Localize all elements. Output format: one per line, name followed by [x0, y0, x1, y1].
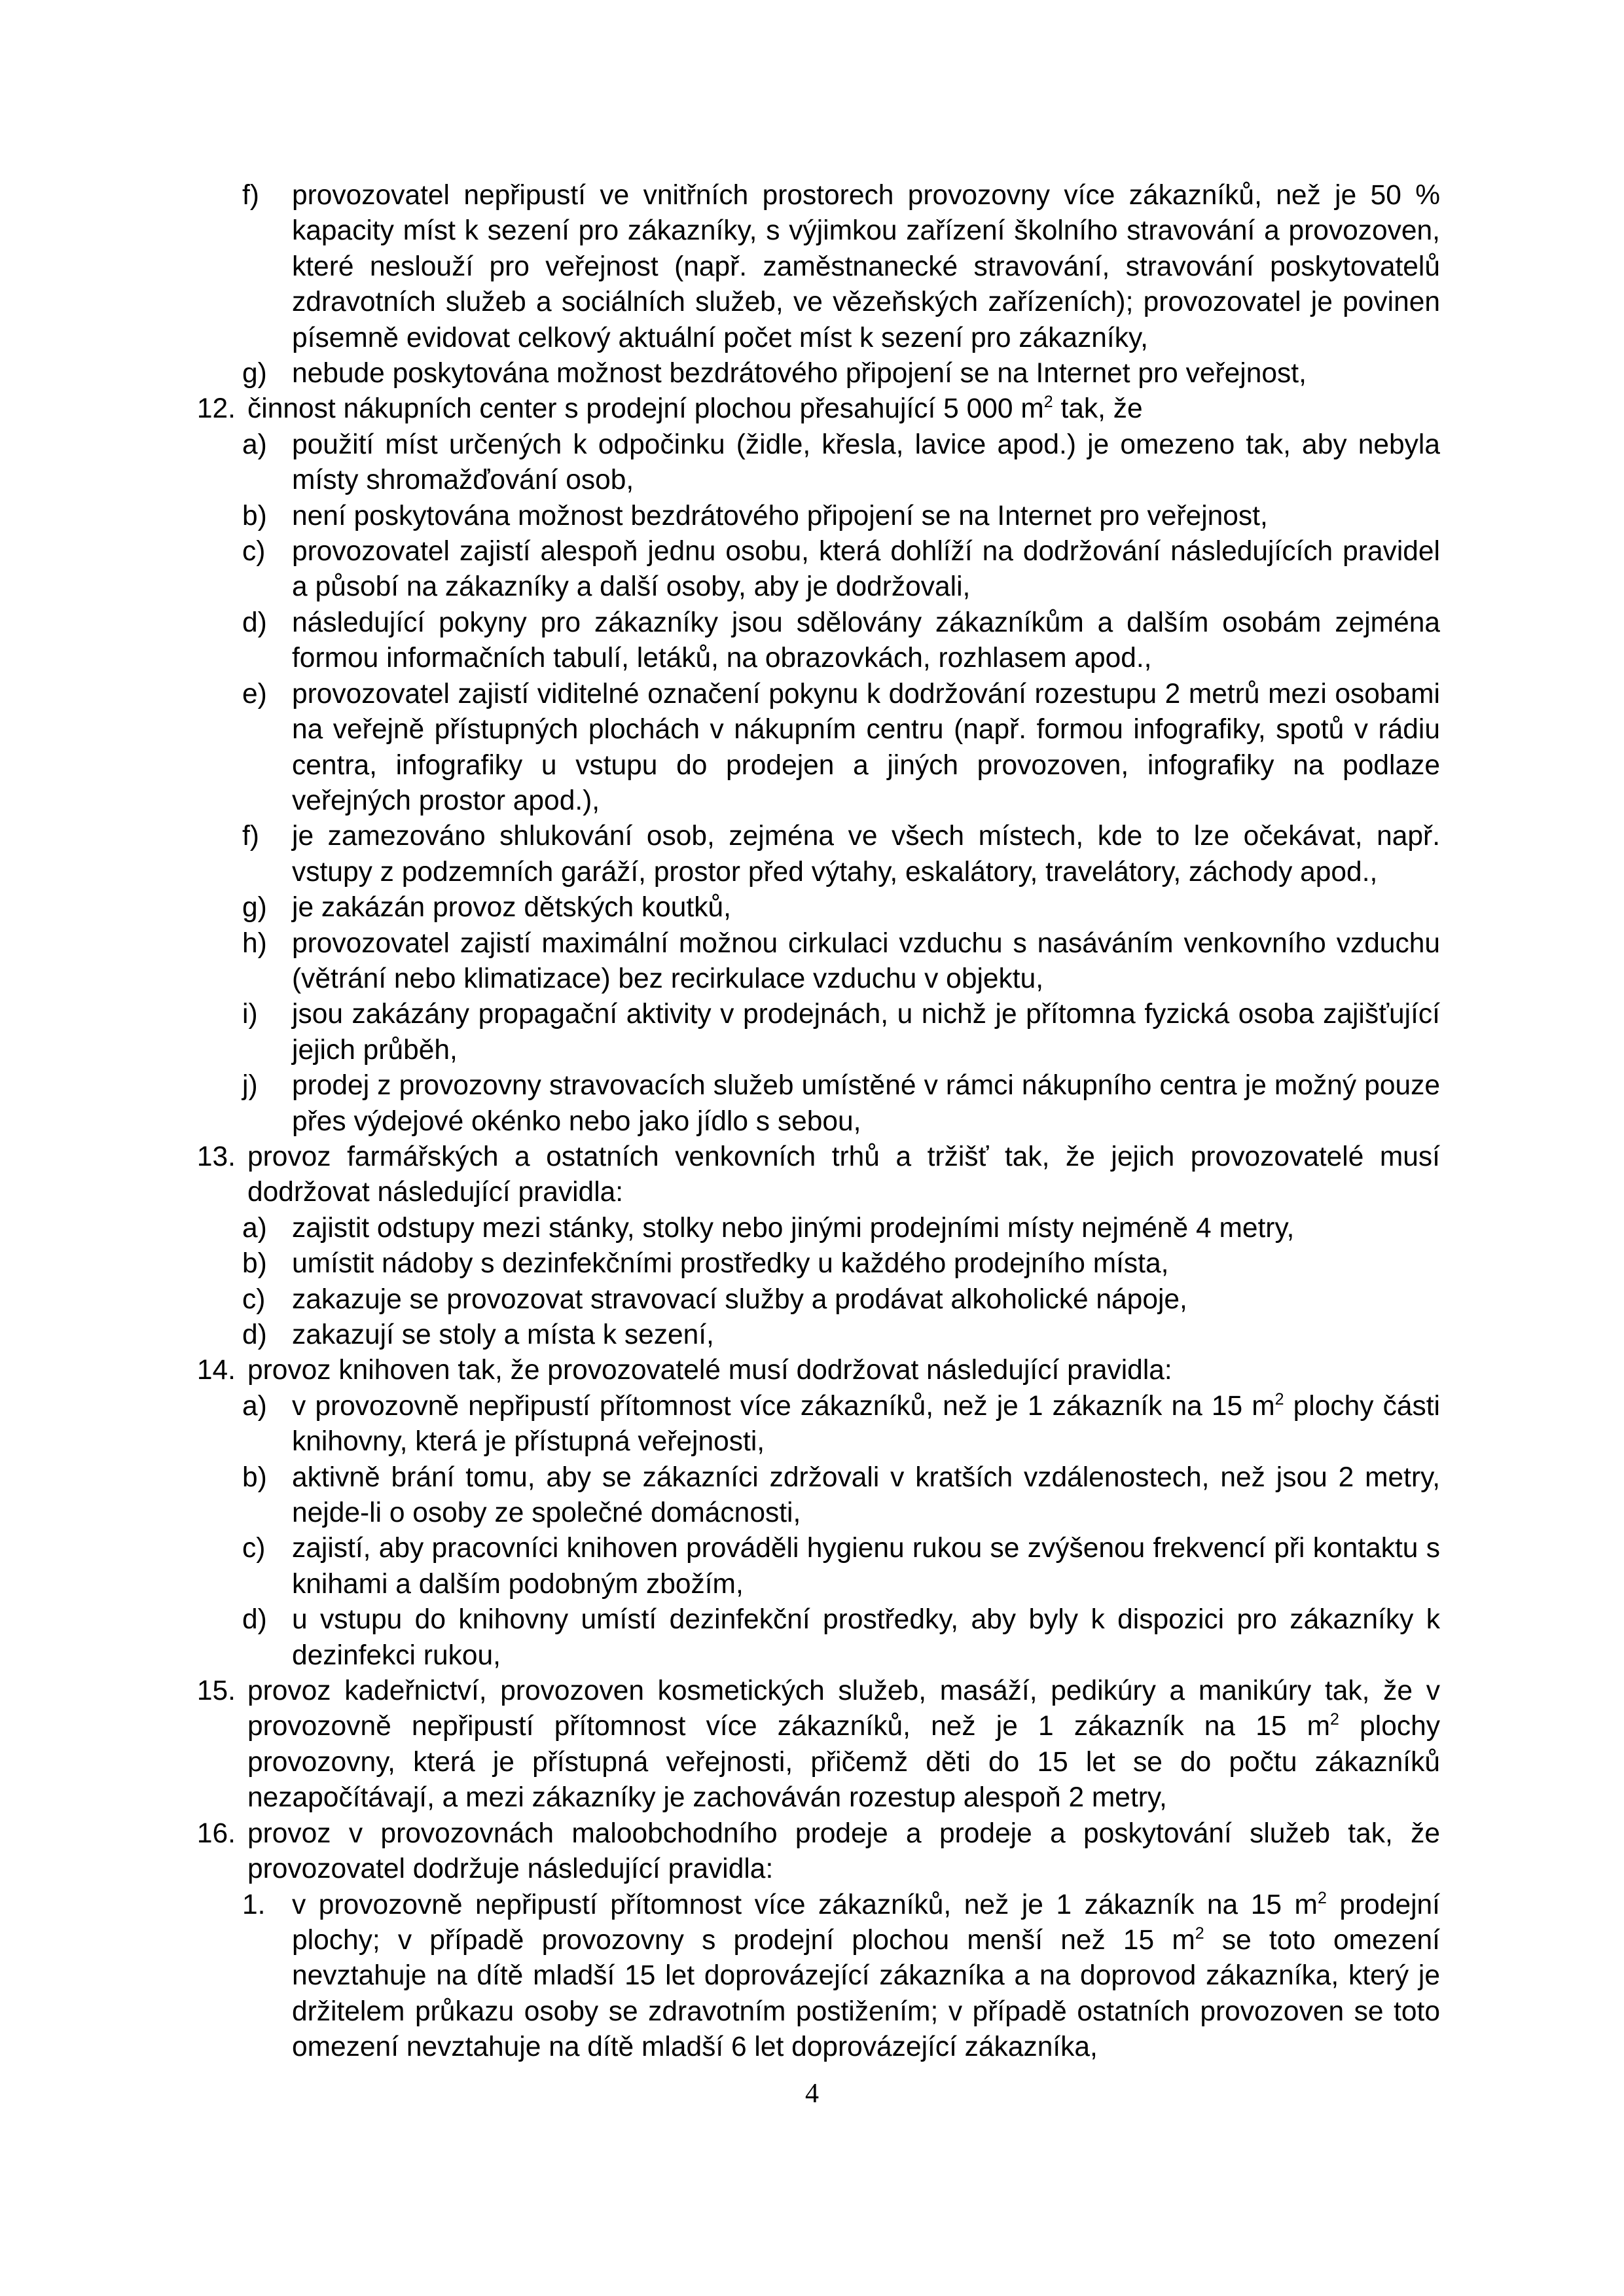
- item-text: [292, 1531, 1440, 1602]
- item-text: [292, 499, 1440, 534]
- text-segment: v provozovně nepřipustí přítomnost více zákazníků, než je 1 zákazník na 15 m: [292, 1889, 1318, 1920]
- item-text: [292, 427, 1440, 499]
- text-segment: je zakázán provoz dětských koutků,: [292, 892, 731, 924]
- item-text: [292, 1389, 1440, 1460]
- sub-list-item: [190, 356, 1440, 391]
- list-item: [190, 1674, 1440, 1816]
- text-segment: se toto omezení nevztahuje na dítě mladší 15 let doprovázející zákazníka a na doprovod zákazníka, který je držitelem průkazu osoby se zdravotním postižením; v případě ostatních provozoven se toto omezení nevztahuje na dítě mladší 6 let doprovázející zákazníka,: [292, 1924, 1440, 2063]
- item-marker: 15.: [196, 1676, 236, 1707]
- text-segment: aktivně brání tomu, aby se zákazníci zdržovali v kratších vzdálenostech, než jsou 2 metry, nejde-li o osoby ze společné domácnosti,: [292, 1462, 1440, 1529]
- ordinance-list: [190, 178, 1440, 2066]
- text-segment: provoz farmářských a ostatních venkovních trhů a tržišť tak, že jejich provozovatelé musí dodržovat následující pravidla:: [247, 1141, 1440, 1208]
- superscript: 2: [1317, 1888, 1327, 1907]
- item-text: [292, 890, 1440, 925]
- list-item: [190, 391, 1440, 427]
- list-item: [190, 1816, 1440, 1888]
- superscript: 2: [1043, 393, 1053, 412]
- item-text: [292, 178, 1440, 356]
- item-marker: d): [242, 1319, 267, 1350]
- item-text: [292, 819, 1440, 890]
- superscript: 2: [1330, 1710, 1339, 1729]
- item-marker: 13.: [196, 1141, 236, 1172]
- text-segment: nebude poskytována možnost bezdrátového připojení se na Internet pro veřejnost,: [292, 358, 1307, 389]
- text-segment: provozovatel zajistí maximální možnou cirkulaci vzduchu s nasáváním venkovního vzduchu (větrání nebo klimatizace) bez recirkulace vzduchu v objektu,: [292, 927, 1440, 994]
- item-marker: g): [242, 358, 267, 389]
- sub-list-item: [190, 1211, 1440, 1246]
- item-marker: 14.: [196, 1355, 236, 1386]
- text-segment: provoz v provozovnách maloobchodního prodeje a prodeje a poskytování služeb tak, že provozovatel dodržuje následující pravidla:: [247, 1818, 1440, 1885]
- item-marker: 1.: [242, 1889, 266, 1920]
- sub-list-item: [190, 819, 1440, 890]
- item-text: [292, 1460, 1440, 1532]
- list-item: [190, 1353, 1440, 1388]
- item-text: [292, 1602, 1440, 1674]
- document-body: [190, 178, 1440, 2066]
- item-marker: g): [242, 892, 267, 924]
- item-text: [247, 391, 1440, 427]
- item-text: [292, 926, 1440, 997]
- item-text: [292, 534, 1440, 605]
- text-segment: následující pokyny pro zákazníky jsou sdělovány zákazníkům a dalším osobám zejména formou informačních tabulí, letáků, na obrazovkách, rozhlasem apod.,: [292, 607, 1440, 674]
- sub-list-item: [190, 534, 1440, 605]
- item-marker: e): [242, 678, 267, 709]
- sub-list-item: [190, 605, 1440, 677]
- item-marker: a): [242, 429, 267, 460]
- item-text: [292, 1211, 1440, 1246]
- item-text: [292, 997, 1440, 1068]
- text-segment: tak, že: [1053, 393, 1143, 425]
- text-segment: provozovatel zajistí alespoň jednu osobu, která dohlíží na dodržování následujících pravidel a působí na zákazníky a další osoby, aby je dodržovali,: [292, 536, 1440, 603]
- item-text: [247, 1674, 1440, 1816]
- sub-list-item: [190, 1531, 1440, 1602]
- text-segment: umístit nádoby s dezinfekčními prostředky u každého prodejního místa,: [292, 1248, 1169, 1280]
- item-text: [292, 1282, 1440, 1318]
- page-number: 4: [805, 2079, 819, 2109]
- item-marker: c): [242, 1283, 266, 1315]
- list-item: [190, 1139, 1440, 1211]
- sub-list-item: [190, 1602, 1440, 1674]
- item-marker: b): [242, 1462, 267, 1493]
- item-text: [292, 605, 1440, 677]
- text-segment: plochy provozovny, která je přístupná veřejnosti, přičemž děti do 15 let se do počtu zákazníků nezapočítávají, a mezi zákazníky je zachováván rozestup alespoň 2 metry,: [247, 1711, 1440, 1814]
- superscript: 2: [1274, 1390, 1284, 1408]
- item-marker: b): [242, 500, 267, 531]
- sub-list-item: [190, 677, 1440, 819]
- text-segment: v provozovně nepřipustí přítomnost více zákazníků, než je 1 zákazník na 15 m: [292, 1390, 1275, 1422]
- text-segment: u vstupu do knihovny umístí dezinfekční prostředky, aby byly k dispozici pro zákazníky k dezinfekci rukou,: [292, 1604, 1440, 1671]
- text-segment: provozovatel zajistí viditelné označení pokynu k dodržování rozestupu 2 metrů mezi osobami na veřejně přístupných plochách v nákupním centru (např. formou infografiky, spotů v rádiu centra, infografiky u vstupu do prodejen a jiných provozoven, infografiky na podlaze veřejných prostor apod.),: [292, 678, 1440, 816]
- sub-list-item: [190, 1068, 1440, 1139]
- item-marker: i): [242, 999, 258, 1030]
- text-segment: činnost nákupních center s prodejní plochou přesahující 5 000 m: [247, 393, 1044, 425]
- item-marker: f): [242, 821, 259, 852]
- item-marker: d): [242, 1604, 267, 1636]
- item-text: [247, 1816, 1440, 1888]
- text-segment: není poskytována možnost bezdrátového připojení se na Internet pro veřejnost,: [292, 500, 1268, 531]
- item-text: [292, 1318, 1440, 1353]
- sub-list-item: [190, 1282, 1440, 1318]
- item-text: [292, 1246, 1440, 1282]
- item-marker: 16.: [196, 1818, 236, 1849]
- item-text: [292, 677, 1440, 819]
- sub-list-item: [190, 890, 1440, 925]
- text-segment: provoz knihoven tak, že provozovatelé musí dodržovat následující pravidla:: [247, 1355, 1172, 1386]
- item-marker: 12.: [196, 393, 236, 425]
- item-marker: b): [242, 1248, 267, 1280]
- text-segment: prodej z provozovny stravovacích služeb umístěné v rámci nákupního centra je možný pouze přes výdejové okénko nebo jako jídlo s sebou,: [292, 1070, 1440, 1137]
- sub-list-item: [190, 1389, 1440, 1460]
- sub-list-item: [190, 926, 1440, 997]
- text-segment: plochy části knihovny, která je přístupná veřejnosti,: [292, 1390, 1440, 1458]
- item-marker: h): [242, 927, 267, 959]
- sub-list-item: [190, 1888, 1440, 2066]
- text-segment: provozovatel nepřipustí ve vnitřních prostorech provozovny více zákazníků, než je 50 % kapacity míst k sezení pro zákazníky, s výjimkou zařízení školního stravování a provozoven, které neslouží pro veřejnost (např. zaměstnanecké stravování, stravování poskytovatelů zdravotních služeb a sociálních služeb, ve vězeňských zařízeních); provozovatel je povinen písemně evidovat celkový aktuální počet míst k sezení pro zákazníky,: [292, 180, 1440, 353]
- sub-list-item: [190, 1318, 1440, 1353]
- text-segment: prodejní plochy; v případě provozovny s prodejní plochou menší než 15 m: [292, 1889, 1440, 1956]
- item-marker: f): [242, 180, 259, 211]
- item-marker: a): [242, 1212, 267, 1244]
- item-text: [292, 1888, 1440, 2066]
- item-marker: c): [242, 1533, 266, 1564]
- item-text: [292, 356, 1440, 391]
- item-marker: a): [242, 1390, 267, 1422]
- sub-list-item: [190, 178, 1440, 356]
- item-text: [292, 1068, 1440, 1139]
- superscript: 2: [1195, 1924, 1204, 1943]
- sub-list-item: [190, 499, 1440, 534]
- text-segment: zakazují se stoly a místa k sezení,: [292, 1319, 714, 1350]
- text-segment: zajistí, aby pracovníci knihoven prováděli hygienu rukou se zvýšenou frekvencí při kontaktu s knihami a dalším podobným zbožím,: [292, 1533, 1440, 1600]
- sub-list-item: [190, 1246, 1440, 1282]
- sub-list-item: [190, 427, 1440, 499]
- item-text: [247, 1139, 1440, 1211]
- text-segment: je zamezováno shlukování osob, zejména ve všech místech, kde to lze očekávat, např. vstupy z podzemních garáží, prostor před výtahy, eskalátory, travelátory, záchody apod.,: [292, 821, 1440, 888]
- item-text: [247, 1353, 1440, 1388]
- text-segment: jsou zakázány propagační aktivity v prodejnách, u nichž je přítomna fyzická osoba zajišťující jejich průběh,: [292, 999, 1440, 1066]
- sub-list-item: [190, 1460, 1440, 1532]
- item-marker: d): [242, 607, 267, 638]
- text-segment: provoz kadeřnictví, provozoven kosmetických služeb, masáží, pedikúry a manikúry tak, že v provozovně nepřipustí přítomnost více zákazníků, než je 1 zákazník na 15 m: [247, 1676, 1440, 1742]
- item-marker: c): [242, 536, 266, 567]
- text-segment: použití míst určených k odpočinku (židle, křesla, lavice apod.) je omezeno tak, aby nebyla místy shromažďování osob,: [292, 429, 1440, 496]
- item-marker: j): [242, 1070, 258, 1102]
- sub-list-item: [190, 997, 1440, 1068]
- text-segment: zajistit odstupy mezi stánky, stolky nebo jinými prodejními místy nejméně 4 metry,: [292, 1212, 1295, 1244]
- text-segment: zakazuje se provozovat stravovací služby a prodávat alkoholické nápoje,: [292, 1283, 1187, 1315]
